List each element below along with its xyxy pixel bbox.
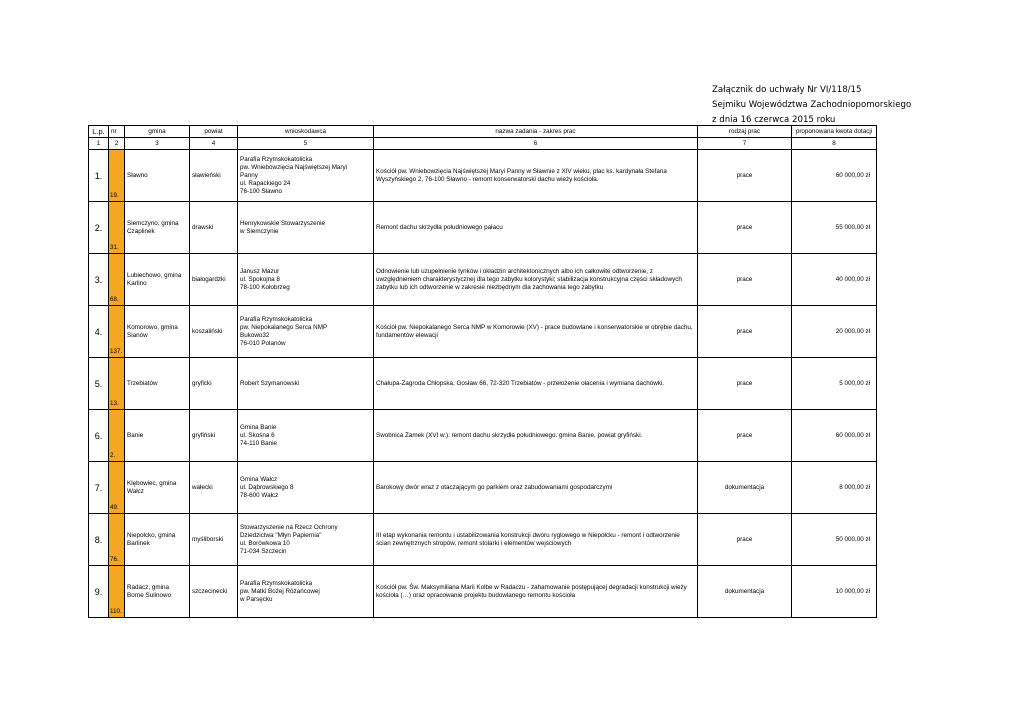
kwota-cell: 60 000,00 zł <box>792 150 877 202</box>
kwota-cell: 60 000,00 zł <box>792 410 877 462</box>
wnioskodawca-line: Bukowo32 <box>240 331 270 339</box>
lp-cell: 8. <box>89 514 109 566</box>
lp-cell: 2. <box>89 202 109 254</box>
table-row <box>89 306 877 358</box>
zadanie-cell: Odnowienie lub uzupełnienie tynków i okładzin architektonicznych albo ich całkowite odtworzenie, z uwzględnieniem charakterystycznej dla tego zabytku kolorystyki; stabilizacja konstrukcyjna części składowych zabytku lub ich odtworzenie w zakresie niezbędnym dla zachowania tego zabytku <box>374 254 698 306</box>
rodzaj-cell: prace <box>698 306 792 358</box>
header-line-3: z dnia 16 czerwca 2015 roku <box>712 115 836 125</box>
wnioskodawca-line: ul. Dąbrowskiego 8 <box>240 483 294 491</box>
powiat-cell: koszaliński <box>190 306 238 358</box>
powiat-cell: sławieński <box>190 150 238 202</box>
rodzaj-cell: prace <box>698 202 792 254</box>
gmina-cell: Lubiechowo, gmina Karlino <box>125 254 190 306</box>
wnioskodawca-line: Dziedzictwa "Młyn Papiernia" <box>240 531 322 539</box>
kwota-cell: 50 000,00 zł <box>792 514 877 566</box>
wnioskodawca-line: Parafia Rzymskokatolicka <box>240 315 313 323</box>
wnioskodawca-line: 78-600 Wałcz <box>240 491 279 499</box>
column-header: gmina <box>125 126 190 138</box>
wnioskodawca-line: Parafia Rzymskokatolicka <box>240 155 313 163</box>
rodzaj-cell: prace <box>698 514 792 566</box>
table-row <box>89 410 877 462</box>
nr-cell: 110. <box>109 566 125 618</box>
wnioskodawca-cell <box>238 410 374 462</box>
table-row <box>89 566 877 618</box>
column-number-row <box>89 138 877 150</box>
wnioskodawca-cell <box>238 566 374 618</box>
wnioskodawca-line: w Siemczynie <box>240 227 279 235</box>
column-number: 6 <box>374 138 698 150</box>
powiat-cell: myśliborski <box>190 514 238 566</box>
wnioskodawca-line: ul. Spokojna 8 <box>240 275 280 283</box>
powiat-cell: szczecinecki <box>190 566 238 618</box>
wnioskodawca-line: Gmina Wałcz <box>240 475 278 483</box>
zadanie-cell: Kościół pw. Św. Maksymiliana Marii Kolbe w Radaczu - zahamowanie postępującej degradacji konstrukcji wieży kościoła (…) oraz opracowanie projektu budowlanego remontu kościoła <box>374 566 698 618</box>
wnioskodawca-line: 74-110 Banie <box>240 439 277 447</box>
wnioskodawca-line: 78-100 Kołobrzeg <box>240 283 290 291</box>
rodzaj-cell: dokumentacja <box>698 566 792 618</box>
column-header: wnioskodawca <box>238 126 374 138</box>
header-line-2: Sejmiku Województwa Zachodniopomorskiego <box>712 100 912 110</box>
nr-cell: 13. <box>109 358 125 410</box>
rodzaj-cell: prace <box>698 254 792 306</box>
wnioskodawca-cell <box>238 202 374 254</box>
lp-cell: 9. <box>89 566 109 618</box>
nr-cell: 19. <box>109 150 125 202</box>
gmina-cell: Siemczyno, gmina Czaplinek <box>125 202 190 254</box>
zadanie-cell: Swobnica Zamek (XVI w.): remont dachu skrzydła południowego. gmina Banie, powiat gryfiński. <box>374 410 698 462</box>
powiat-cell: wałecki <box>190 462 238 514</box>
wnioskodawca-cell <box>238 462 374 514</box>
nr-cell: 76. <box>109 514 125 566</box>
wnioskodawca-cell <box>238 358 374 410</box>
zadanie-cell: Kościół pw. Wniebowzięcia Najświętszej Maryi Panny w Sławnie z XIV wieku, plac ks. kardynała Stefana Wyszyńskiego 2, 76-100 Sławno - remont konserwatorski dachu wieży kościoła. <box>374 150 698 202</box>
column-header: proponowana kwota dotacji <box>792 126 877 138</box>
powiat-cell: białogardzki <box>190 254 238 306</box>
table-row <box>89 462 877 514</box>
wnioskodawca-cell <box>238 254 374 306</box>
nr-cell: 49. <box>109 462 125 514</box>
column-number: 1 <box>89 138 109 150</box>
table-row <box>89 254 877 306</box>
powiat-cell: gryficki <box>190 358 238 410</box>
gmina-cell: Trzebiatów <box>125 358 190 410</box>
wnioskodawca-line: 76-010 Polanów <box>240 339 286 347</box>
column-number: 8 <box>792 138 877 150</box>
wnioskodawca-line: ul. Skośna 6 <box>240 431 275 439</box>
column-header: L.p. <box>89 126 109 138</box>
nr-cell: 2. <box>109 410 125 462</box>
column-number: 4 <box>190 138 238 150</box>
wnioskodawca-line: ul. Borówkowa 10 <box>240 539 290 547</box>
wnioskodawca-line: pw. Niepokalanego Serca NMP <box>240 323 328 331</box>
column-number: 3 <box>125 138 190 150</box>
zadanie-cell: III etap wykonania remontu i ustabilizowania konstrukcji dworu ryglowego w Niepołcku - remont i odtworzenie ścian zewnętrznych stropów, remont stolarki i elementów wejściowych <box>374 514 698 566</box>
rodzaj-cell: dokumentacja <box>698 462 792 514</box>
wnioskodawca-line: ul. Rapackiego 24 <box>240 179 291 187</box>
lp-cell: 3. <box>89 254 109 306</box>
lp-cell: 5. <box>89 358 109 410</box>
wnioskodawca-line: Stowarzyszenie na Rzecz Ochrony <box>240 523 338 531</box>
wnioskodawca-line: w Parsęcku <box>240 595 273 603</box>
wnioskodawca-line: 71-034 Szczecin <box>240 547 287 555</box>
kwota-cell: 55 000,00 zł <box>792 202 877 254</box>
lp-cell: 6. <box>89 410 109 462</box>
nr-cell: 68. <box>109 254 125 306</box>
table-row <box>89 150 877 202</box>
column-number: 7 <box>698 138 792 150</box>
rodzaj-cell: prace <box>698 410 792 462</box>
header-line-1: Załącznik do uchwały Nr VI/118/15 <box>712 85 862 95</box>
column-header: powiat <box>190 126 238 138</box>
lp-cell: 1. <box>89 150 109 202</box>
wnioskodawca-line: Parafia Rzymskokatolicka <box>240 579 313 587</box>
powiat-cell: gryfiński <box>190 410 238 462</box>
lp-cell: 7. <box>89 462 109 514</box>
column-number: 2 <box>109 138 125 150</box>
zadanie-cell: Barokowy dwór wraz z otaczającym go parkiem oraz zabudowaniami gospodarczymi <box>374 462 698 514</box>
kwota-cell: 5 000,00 zł <box>792 358 877 410</box>
gmina-cell: Klębowiec, gmina Wałcz <box>125 462 190 514</box>
wnioskodawca-line: pw. Matki Bożej Różańcowej <box>240 587 320 595</box>
nr-cell: 31. <box>109 202 125 254</box>
gmina-cell: Niepołcko, gmina Barlinek <box>125 514 190 566</box>
wnioskodawca-line: Janusz Mazur <box>240 267 280 275</box>
gmina-cell: Sławno <box>125 150 190 202</box>
kwota-cell: 40 000,00 zł <box>792 254 877 306</box>
wnioskodawca-line: pw. Wniebowzięcia Najświętszej Maryi <box>240 163 348 171</box>
table-header-row <box>89 126 877 138</box>
zadanie-cell: Remont dachu skrzydła południowego pałacu <box>374 202 698 254</box>
kwota-cell: 8 000,00 zł <box>792 462 877 514</box>
document-header <box>712 83 911 128</box>
rodzaj-cell: prace <box>698 150 792 202</box>
wnioskodawca-cell <box>238 150 374 202</box>
zadanie-cell: Kościół pw. Niepokalanego Serca NMP w Komorowie (XV) - prace budowlane i konserwatorskie w obrębie dachu, fundamentów elewacji <box>374 306 698 358</box>
grants-table <box>88 125 877 618</box>
rodzaj-cell: prace <box>698 358 792 410</box>
nr-cell: 137. <box>109 306 125 358</box>
zadanie-cell: Chałupa-Zagroda Chłopska, Gosław 66, 72-320 Trzebiatów - przełożenie ołacenia i wymiana dachówki. <box>374 358 698 410</box>
column-header: nr <box>109 126 125 138</box>
wnioskodawca-cell <box>238 514 374 566</box>
wnioskodawca-line: Panny <box>240 171 258 179</box>
wnioskodawca-line: Robert Szymanowski <box>240 379 300 387</box>
lp-cell: 4. <box>89 306 109 358</box>
gmina-cell: Komorowo, gmina Sianów <box>125 306 190 358</box>
kwota-cell: 10 000,00 zł <box>792 566 877 618</box>
gmina-cell: Banie <box>125 410 190 462</box>
table-row <box>89 202 877 254</box>
table-row <box>89 358 877 410</box>
table-row <box>89 514 877 566</box>
powiat-cell: drawski <box>190 202 238 254</box>
wnioskodawca-line: Henrykowskie Stowarzyszenie <box>240 219 326 227</box>
column-header: nazwa zadania - zakres prac <box>374 126 698 138</box>
column-number: 5 <box>238 138 374 150</box>
column-header: rodzaj prac <box>698 126 792 138</box>
wnioskodawca-line: 76-100 Sławno <box>240 187 283 195</box>
wnioskodawca-line: Gmina Banie <box>240 423 277 431</box>
wnioskodawca-cell <box>238 306 374 358</box>
gmina-cell: Radacz, gmina Borne Sulinowo <box>125 566 190 618</box>
kwota-cell: 20 000,00 zł <box>792 306 877 358</box>
